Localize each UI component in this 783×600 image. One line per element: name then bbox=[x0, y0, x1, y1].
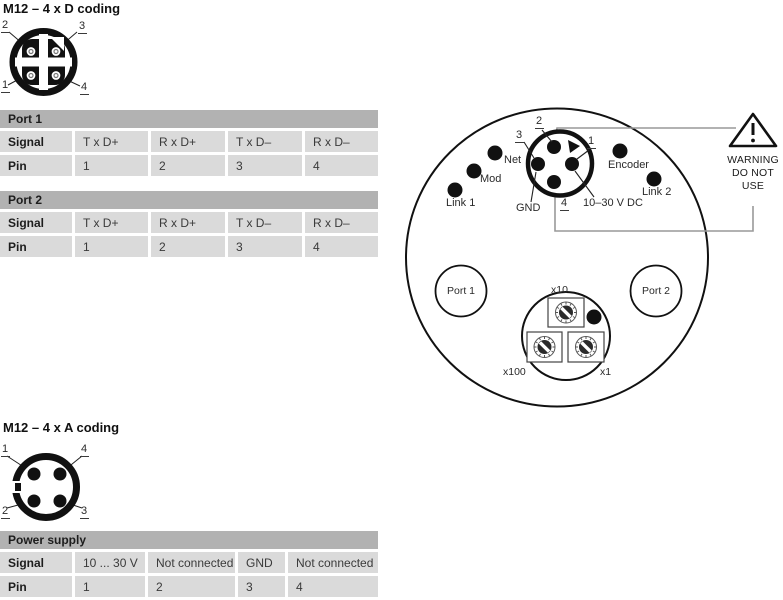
d-pin-label-1: 1 bbox=[2, 79, 9, 91]
port1-table bbox=[0, 110, 378, 179]
port2-table bbox=[0, 191, 378, 260]
warning-line-3: USE bbox=[741, 180, 765, 192]
table-title: Port 2 bbox=[0, 191, 378, 209]
rotary-label-x100: x100 bbox=[503, 366, 526, 378]
rear-pin-label-3: 3 bbox=[516, 129, 523, 141]
d-pin-label-2: 2 bbox=[2, 19, 9, 31]
led-label-mod: Mod bbox=[480, 173, 502, 185]
row-label: Signal bbox=[0, 212, 72, 233]
signal-cell: T x D+ bbox=[75, 131, 148, 152]
table-row bbox=[0, 236, 378, 257]
table-row bbox=[0, 131, 378, 152]
row-label: Pin bbox=[0, 576, 72, 597]
table-title: Port 1 bbox=[0, 110, 378, 128]
rotary-label-x10: x10 bbox=[551, 284, 568, 296]
pin-cell: 3 bbox=[238, 576, 285, 597]
led-encoder bbox=[613, 144, 628, 159]
d-pin-label-3: 3 bbox=[79, 20, 86, 32]
pin-cell: 1 bbox=[75, 155, 148, 176]
signal-cell: R x D– bbox=[305, 131, 378, 152]
port2-label: Port 2 bbox=[641, 285, 670, 297]
row-label: Pin bbox=[0, 155, 72, 176]
rotary-label-x1: x1 bbox=[600, 366, 612, 378]
pin-cell: 1 bbox=[75, 576, 145, 597]
led-net bbox=[488, 146, 503, 161]
d-pin-label-4: 4 bbox=[81, 81, 88, 93]
table-row bbox=[0, 576, 378, 597]
led-label-encoder: Encoder bbox=[608, 159, 649, 171]
signal-cell: T x D– bbox=[228, 131, 302, 152]
warning-line-1: WARNING bbox=[727, 154, 779, 166]
table-row bbox=[0, 212, 378, 233]
rotary-switch-cluster bbox=[522, 292, 610, 380]
a-pin-label-1: 1 bbox=[2, 443, 9, 455]
d-coded-connector-drawing bbox=[8, 32, 80, 93]
pin-cell: 4 bbox=[305, 155, 378, 176]
row-label: Signal bbox=[0, 552, 72, 573]
port1-label: Port 1 bbox=[446, 285, 475, 297]
led-link1 bbox=[448, 183, 463, 198]
pin-cell: 2 bbox=[151, 155, 225, 176]
warning-text bbox=[721, 154, 783, 193]
pin-cell: 4 bbox=[288, 576, 378, 597]
rotary-switch-x1 bbox=[576, 337, 597, 358]
row-label: Pin bbox=[0, 236, 72, 257]
led-label-link2: Link 2 bbox=[642, 186, 672, 198]
signal-cell: R x D– bbox=[305, 212, 378, 233]
led-label-net: Net bbox=[504, 154, 522, 166]
pin-cell: 2 bbox=[151, 236, 225, 257]
rear-pin-label-4: 4 bbox=[561, 197, 568, 209]
table-row bbox=[0, 155, 378, 176]
rear-pin-label-2: 2 bbox=[536, 115, 543, 127]
a-pin-label-2: 2 bbox=[2, 505, 9, 517]
warning-triangle-icon bbox=[730, 114, 776, 146]
warning-line-2: DO NOT bbox=[731, 167, 775, 179]
pin-cell: 3 bbox=[228, 155, 302, 176]
table-row bbox=[0, 552, 378, 573]
signal-cell: T x D+ bbox=[75, 212, 148, 233]
pin-cell: 1 bbox=[75, 236, 148, 257]
rear-pin-label-1: 1 bbox=[588, 135, 595, 147]
power-supply-table bbox=[0, 531, 378, 600]
pin-cell: 3 bbox=[228, 236, 302, 257]
gnd-label: GND bbox=[516, 202, 541, 214]
supply-label: 10–30 V DC bbox=[583, 197, 643, 209]
a-pin-label-4: 4 bbox=[81, 443, 88, 455]
heading-a-coding: M12 – 4 x A coding bbox=[3, 420, 120, 435]
signal-cell: 10 ... 30 V bbox=[75, 552, 145, 573]
rotary-switch-x100 bbox=[534, 337, 555, 358]
signal-cell: R x D+ bbox=[151, 131, 225, 152]
led-link2 bbox=[647, 172, 662, 187]
a-coded-connector-drawing bbox=[7, 456, 82, 518]
rotary-switch-x10 bbox=[556, 302, 577, 323]
heading-d-coding: M12 – 4 x D coding bbox=[3, 1, 121, 16]
signal-cell: R x D+ bbox=[151, 212, 225, 233]
led-label-link1: Link 1 bbox=[446, 197, 476, 209]
signal-cell: Not connected bbox=[288, 552, 378, 573]
pin-cell: 2 bbox=[148, 576, 235, 597]
table-title: Power supply bbox=[0, 531, 378, 549]
row-label: Signal bbox=[0, 131, 72, 152]
signal-cell: T x D– bbox=[228, 212, 302, 233]
a-pin-label-3: 3 bbox=[81, 505, 88, 517]
pin-cell: 4 bbox=[305, 236, 378, 257]
set-button-dot bbox=[587, 310, 602, 325]
signal-cell: Not connected bbox=[148, 552, 235, 573]
signal-cell: GND bbox=[238, 552, 285, 573]
